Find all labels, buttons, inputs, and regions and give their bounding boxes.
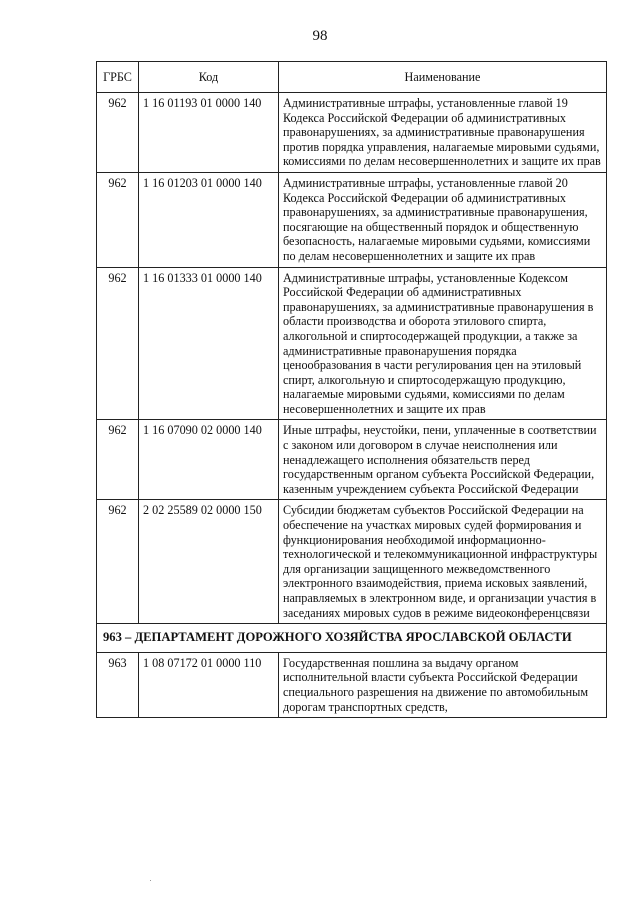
- cell-grbs: 962: [97, 500, 139, 624]
- cell-grbs: 963: [97, 652, 139, 717]
- cell-code: 1 16 07090 02 0000 140: [139, 420, 279, 500]
- cell-grbs: 962: [97, 93, 139, 173]
- cell-code: 1 16 01193 01 0000 140: [139, 93, 279, 173]
- section-title: 963 – ДЕПАРТАМЕНТ ДОРОЖНОГО ХОЗЯЙСТВА ЯРОСЛАВСКОЙ ОБЛАСТИ: [97, 624, 607, 653]
- cell-name: Субсидии бюджетам субъектов Российской Федерации на обеспечение на участках мировых судей формирования и функционирования необходимой информационно-технологической и телекоммуникационной инфраструктуры для организации защищенного межведомственного электронного взаимодействия, приема исковых заявлений, направляемых в электронном виде, и организации участия в заседаниях мировых судов в режиме видеоконференцсвязи: [279, 500, 607, 624]
- cell-code: 1 16 01333 01 0000 140: [139, 267, 279, 420]
- cell-name: Иные штрафы, неустойки, пени, уплаченные в соответствии с законом или договором в случае неисполнения или ненадлежащего исполнения обязательств перед государственным органом субъекта Российской Федерации, казенным учреждением субъекта Российской Федерации: [279, 420, 607, 500]
- table-row: [97, 500, 607, 624]
- cell-name: Государственная пошлина за выдачу органом исполнительной власти субъекта Российской Федерации специального разрешения на движение по автомобильным дорогам транспортных средств,: [279, 652, 607, 717]
- cell-code: 2 02 25589 02 0000 150: [139, 500, 279, 624]
- cell-code: 1 16 01203 01 0000 140: [139, 172, 279, 267]
- table-row: [97, 93, 607, 173]
- cell-grbs: 962: [97, 267, 139, 420]
- cell-grbs: 962: [97, 172, 139, 267]
- cell-grbs: 962: [97, 420, 139, 500]
- header-name: Наименование: [279, 62, 607, 93]
- section-header-row: [97, 624, 607, 653]
- header-code: Код: [139, 62, 279, 93]
- page-number: 98: [312, 28, 328, 44]
- table-row: [97, 172, 607, 267]
- table-row: [97, 267, 607, 420]
- table-header-row: [97, 62, 607, 93]
- header-grbs: ГРБС: [97, 62, 139, 93]
- budget-classification-table: [96, 61, 607, 718]
- cell-code: 1 08 07172 01 0000 110: [139, 652, 279, 717]
- table-row: [97, 652, 607, 717]
- scan-speck: [150, 880, 151, 881]
- cell-name: Административные штрафы, установленные главой 20 Кодекса Российской Федерации об административных правонарушениях, за административные правонарушения, посягающие на общественный порядок и общественную безопасность, налагаемые мировыми судьями, комиссиями по делам несовершеннолетних и защите их прав: [279, 172, 607, 267]
- cell-name: Административные штрафы, установленные Кодексом Российской Федерации об административных правонарушениях, за административные правонарушения в области производства и оборота этилового спирта, алкогольной и спиртосодержащей продукции, а также за административные правонарушения порядка ценообразования в части регулирования цен на этиловый спирт, алкогольную и спиртосодержащую продукцию, налагаемые мировыми судьями, комиссиями по делам несовершеннолетних и защите их прав: [279, 267, 607, 420]
- table-row: [97, 420, 607, 500]
- cell-name: Административные штрафы, установленные главой 19 Кодекса Российской Федерации об административных правонарушениях, за административные правонарушения против порядка управления, налагаемые мировыми судьями, комиссиями по делам несовершеннолетних и защите их прав: [279, 93, 607, 173]
